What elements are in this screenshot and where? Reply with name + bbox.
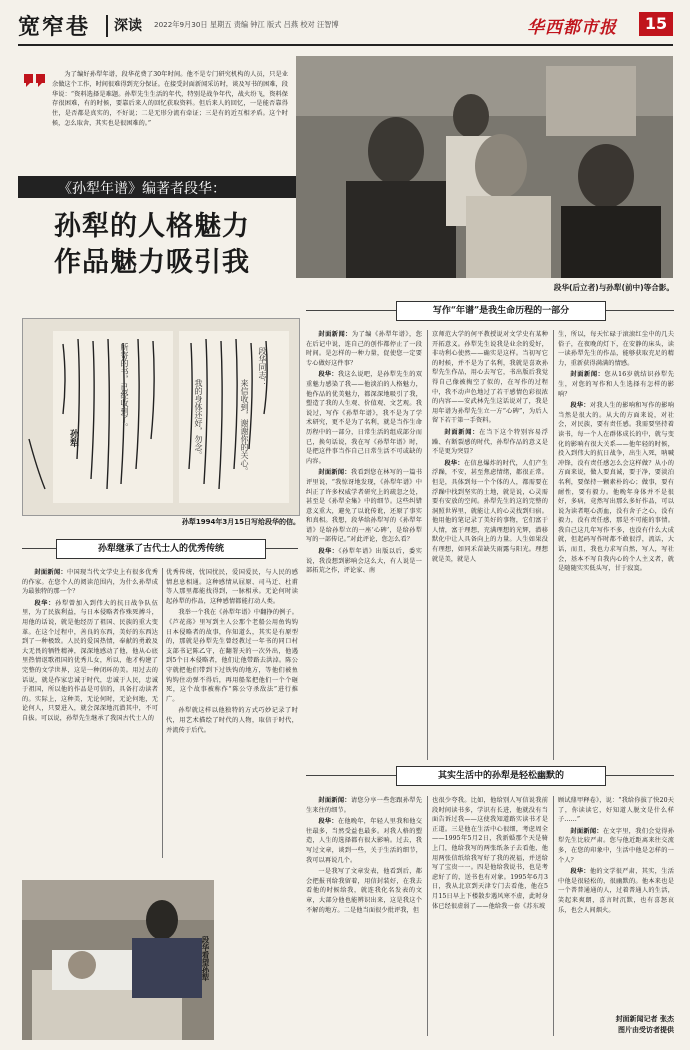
col-divider bbox=[427, 796, 428, 1036]
section3-col3 bbox=[558, 796, 674, 917]
s1c1-p3: 段华：《孙犁年谱》出版以后，委实说，我没想到影响会这么大，有人说是一部拓荒之作，评论家、南 bbox=[306, 548, 422, 575]
s3c1-p0: 封面新闻：请您分享一些您跟孙犁先生来往的细节。 bbox=[306, 797, 422, 814]
s1c1-p0: 封面新闻：为了编《孙犁年谱》，您在后记中说，连自己的创作都停止了一段时间。是怎样的一种力量，促使您一定要专心做好这件事？ bbox=[306, 331, 423, 367]
s1c1-p2: 封面新闻：我看到您在林写的一篇书评里说，“我惊讶地发现，《孙犁年谱》中纠正了许多权威学者研究上的疏忽之处，甚至是《孙犁全集》中的细节。这些纠错意义重大，避免了以讹传讹，还原了事实和真相。我想，段华给孙犁写的《孙犁年谱》是给孙犁立的一座‘心碑’，是给孙犁写的一部传记。”对此评论，您怎么看？ bbox=[306, 469, 422, 544]
s2c2-p0: 优秀传统，忧国忧民，爱国爱民，与人民的感情息息相通。这种感情从屈原、司马迁、杜甫等人那里都能找得到，一脉相承。无论何时读起孙犁的作品，这种感情都能打动人类。 bbox=[166, 569, 298, 605]
paper-logo: 华西都市报 bbox=[527, 18, 617, 38]
section3-col2 bbox=[432, 796, 548, 913]
s3c2-p0: 也很少夸我。比如，他给别人写信说我前段时间读书多，学识有长进，他就没有当面告诉过我——这使我知道路实读书才是正道。三是他在生活中心很细，考虑周全——1995年5月2日，我新婚那个天是骑上门，他给我写的两张纸条子去看他，他用两张信纸给我写好了我的祝福，并送给写了宝贵一一。四是他给我说书，也是考虑好了的，送书也有对象。1995年6月3日，我从北京到天津专门去看他，他在5月15日早上下楼散步遇风寒不虚，此时身体已经很虚弱了——他给我一套《苏东坡 bbox=[432, 797, 548, 910]
s3c3-p1: 封面新闻：在文字里，我们会觉得孙犁先生比较严肃。您与他近距离来往交流多，在您的印象中，生活中他是怎样的一个人？ bbox=[558, 827, 674, 864]
s2c2-p1: 我举一个我在《孙犁年谱》中翻挣的例子。《芦花荡》里写到主人公那个老船公用鱼钩钩日本侵略者的故事，你知道么，其实是有原型的，那就是孙犁先生曾经教过一年书的同口村支部书记陈乙守，在翻署天的一次外出，他遇到5个日本侵略者，他们让他带路去洪淖。陈公守就把他们带到下过铁钩的地方，等他们被鱼钩钩住动弹不得后，再用船桨把他们一个个砸死，这个故事被称作“陈公守杀敌法”进行推广。 bbox=[166, 609, 298, 703]
letter-signature: 孙犁 bbox=[68, 429, 78, 447]
s3c3-p0: 顾试鼎甲释卷》，说：“我给你拔了快20天了，你读读它，好知道人脱文是什么样子……” bbox=[558, 797, 674, 824]
s2c2-p2: 孙犁就这样以他独特的方式巧妙记录了时代，用艺术描绘了时代的人物，取信于时代，并流传于后代。 bbox=[166, 707, 298, 734]
section1-title: 写作“年谱”是我生命历程的一部分 bbox=[396, 301, 606, 321]
s1c1-p1: 段华：我这么说吧，是孙犁先生的双重魅力感染了我——他淡泊的人格魅力，他作品的优美魅力，都深深地吸引了我，塑造了我的人生观、价值观、文艺观。我说过，写作《孙犁年谱》，我不是为了学术研究，更不是为了名利，就是当作生命历程中的一部分，日常生活的组成部分而已，换句话说，我在写《孙犁年谱》时，是把这件事当作自己日常生活不可或缺的内容。 bbox=[306, 371, 422, 465]
s1c2-p0: 京师范大学的何平教授说对文学史有某种开拓意义。孙犁先生说我是业余的爱好，非功利心使然——确实是这样。当初写它的时候，并不是为了名利，我就是喜欢孙犁先生作品，用心去写它，书出版后我觉得自己像被掏空了似的，在写作的过程中，我不动声色地过了若干感情色彩很浓的内容——安武林先生这话说对了，我是用年谱为孙犁先生立一方“心碑”，为后人留下若干第一手资料。 bbox=[432, 331, 548, 425]
group-photo bbox=[296, 56, 673, 278]
headline-line-2: 作品魅力吸引我 bbox=[54, 247, 250, 278]
section3-rule-right bbox=[604, 775, 674, 776]
letter-body-3: 所寄的书，已经收到了。 bbox=[120, 343, 129, 431]
quote-icon bbox=[24, 72, 46, 92]
byline: 封面新闻记者 张杰 图片由受访者提供 bbox=[615, 1015, 674, 1034]
s3c3-p2: 段华：他的文学很严肃，其实，生活中他是很轻松的，很幽默的。他本来也是一个普普通通的人，过着普通人的生活，笑起来爽朗，喜言时沉默，也有喜怒哀乐，也会人间烟火。 bbox=[558, 868, 674, 914]
section-label: 深读 bbox=[114, 18, 142, 34]
section1-col3 bbox=[558, 330, 674, 576]
letter-body-1: 来信收到，谢谢你的关心。 bbox=[240, 379, 249, 475]
section3-rule-left bbox=[306, 775, 396, 776]
s3c1-p1: 段华：在他晚年，年轻人里我和他交往最多，当然受益也最多。对我人格的塑造，人生的选择都有很大影响。过去，我写过文章，谈到一些，关于生活的细节，我可以再说几个。 bbox=[306, 818, 422, 864]
col-divider bbox=[553, 796, 554, 1036]
section1-col2 bbox=[432, 330, 548, 566]
s2c1-p1: 段华：孙犁曾加入到伟大的抗日战争队伍里，为了民族利益，与日本侵略者作殊死搏斗，用他的话说，就是他经历了祖国、民族的重大变革。在这个过程中，善良的东西，美好的东西达到了一种极致。人民的爱国热情，奉献的勇敢及大无畏的牺牲精神，深深地感动了他，他从心底里热情讴歌祖国的优秀儿女，所以，他才构建了完整的文学世界，这是一种闭环的美。用过去的话说，就是作家忠诚于时代，忠诚于人民，忠诚于祖国，所以他的作品是可信的，具备打动读者的。实际上，这种美，无论何时，无论何地，无论何人，只要进入，就会深深地沉潜其中，不可自拔。可以说，孙犁先生继承了我国古代士人的 bbox=[22, 599, 158, 722]
section1-rule-left bbox=[306, 310, 396, 311]
letter-caption: 孙犁1994年3月15日写给段华的信。 bbox=[181, 518, 300, 526]
col-divider bbox=[162, 568, 163, 858]
intro-paragraph: 为了编好孙犁年谱，段华花费了30年时间。他不是专门研究机构的人员，只是业余做这个工作，时间很难得到充分保证。在接受封面新闻采访时，谈及写书的困难，段华说：“资料选择是难题。孙犁先生生活的年代，特别是战争年代，战火纷飞，资料保存很困难，有的时候，要靠后来人的回忆获取资料。但后来人的回忆，一是能否靠得住，是否都是真实的，不好说；二是无形分流有牵证；三是有的近互相矛盾。这个时候，怎么取舍，其实也是很困难的。” bbox=[52, 71, 288, 127]
header-divider bbox=[106, 15, 108, 37]
group-photo-caption: 段华(后立者)与孙犁(前中)等合影。 bbox=[553, 283, 674, 292]
section2-title: 孙犁继承了古代士人的优秀传统 bbox=[56, 539, 266, 559]
column-title: 宽窄巷 bbox=[18, 14, 91, 40]
page-header bbox=[0, 0, 690, 46]
headline-line-1: 孙犁的人格魅力 bbox=[54, 211, 250, 242]
section3-title: 其实生活中的孙犁是轻松幽默的 bbox=[396, 766, 606, 786]
letter-greeting: 段华同志： bbox=[258, 347, 267, 387]
s1c2-p2: 段华：在信息爆炸的时代，人们产生浮躁，不安，甚至焦虑情绪，都很正常。但是，具体到每一个个体的人，都需要在浮躁中找到坚实的土地，就是说，心灵需要有安放的空间。孙犁先生的这的完整的洞照世界里，就能让人的心灵找到归宿。他用他的笔记录了美好的事物，它们富于人情，富于理想，充满理想的光辉，潜移默化中让人具备向上的力量。人生如果没有理想，如同禾苗缺失雨露与阳光。理想就是美，就是人 bbox=[432, 459, 548, 563]
s2c1-p0: 封面新闻：中国现当代文学史上有很多优秀的作家。在您个人的阅读范围内，为什么孙犁成为最独特的那一个？ bbox=[22, 569, 158, 596]
section3-col1 bbox=[306, 796, 422, 917]
section1-rule-right bbox=[604, 310, 674, 311]
letter-body-2: 我的身体还好，勿念。 bbox=[194, 379, 203, 459]
s1c2-p1: 封面新闻：在当下这个特别容易浮躁、有断裂感的时代，孙犁作品的意义是不是更为突显？ bbox=[432, 428, 549, 456]
letter-photo bbox=[22, 318, 300, 516]
s1c3-p2: 段华：对我人生的影响和写作的影响当然是很大的。从大的方面来说，对社会，对民族，要有责任感。我需要坚持着读书，每一个人在群体成长的中，就与变化的影响有很大关系——他年轻的时候，投入到伟大的抗日战争，出生入死，呐喊冲锋，没有责任感怎么会这样做？从小的方面来说，做人要真诚，要于净，要淡泊名利，要保持一颗素朴的心；做事，要有耐性，要有毅力。他晚年身体并不是很好，多病，竟然写出那么多好作品，可以说为读者呕心沥血，没有舍子之心，没有毅力，没有责任感，那是不可能的事情。我自己这几年写作不多，也没有什么大成就，但起码写作时都不敢很浮，流话，大话，而且，我也力求写自然，写人，写社会，基本不写自我内心的个人主义者，就是随随实实低头写，甘于寂寞。 bbox=[558, 402, 674, 573]
page-number: 15 bbox=[639, 12, 673, 36]
s1c3-p0: 生，所以，每天忙碌于滚滚红尘中的几夫俗子，在夜晚的灯下，在安静的床头，读一读孙犁先生的作品，能够获取充足的精力，重新获得满满的情感。 bbox=[558, 331, 674, 367]
s1c3-p1: 封面新闻：您从16岁就结识孙犁先生，对您的写作和人生选择有怎样的影响？ bbox=[558, 371, 674, 398]
section2-col1 bbox=[22, 568, 158, 726]
section2-col2 bbox=[166, 568, 298, 737]
visit-photo bbox=[22, 880, 214, 1040]
headline-kicker: 《孙犁年谱》编著者段华： bbox=[58, 181, 226, 197]
s3c1-p2: 一是我写了文章发表，他看到后，都会把报刊给我留着，用信封装好，在我去看他的时候给我，就连我化名发表的文章，大部分他也能辨识出来，这是我这个不解的地方。二是他当面很少批评我，但 bbox=[306, 868, 422, 914]
header-rule bbox=[18, 44, 673, 46]
issue-meta: 2022年9月30日 星期五 责编 钟江 版式 吕燕 校对 汪智博 bbox=[154, 20, 339, 29]
col-divider bbox=[553, 330, 554, 760]
col-divider bbox=[427, 330, 428, 760]
visit-photo-caption: 段华看望孙犁 bbox=[201, 936, 210, 981]
section1-col1 bbox=[306, 330, 422, 578]
